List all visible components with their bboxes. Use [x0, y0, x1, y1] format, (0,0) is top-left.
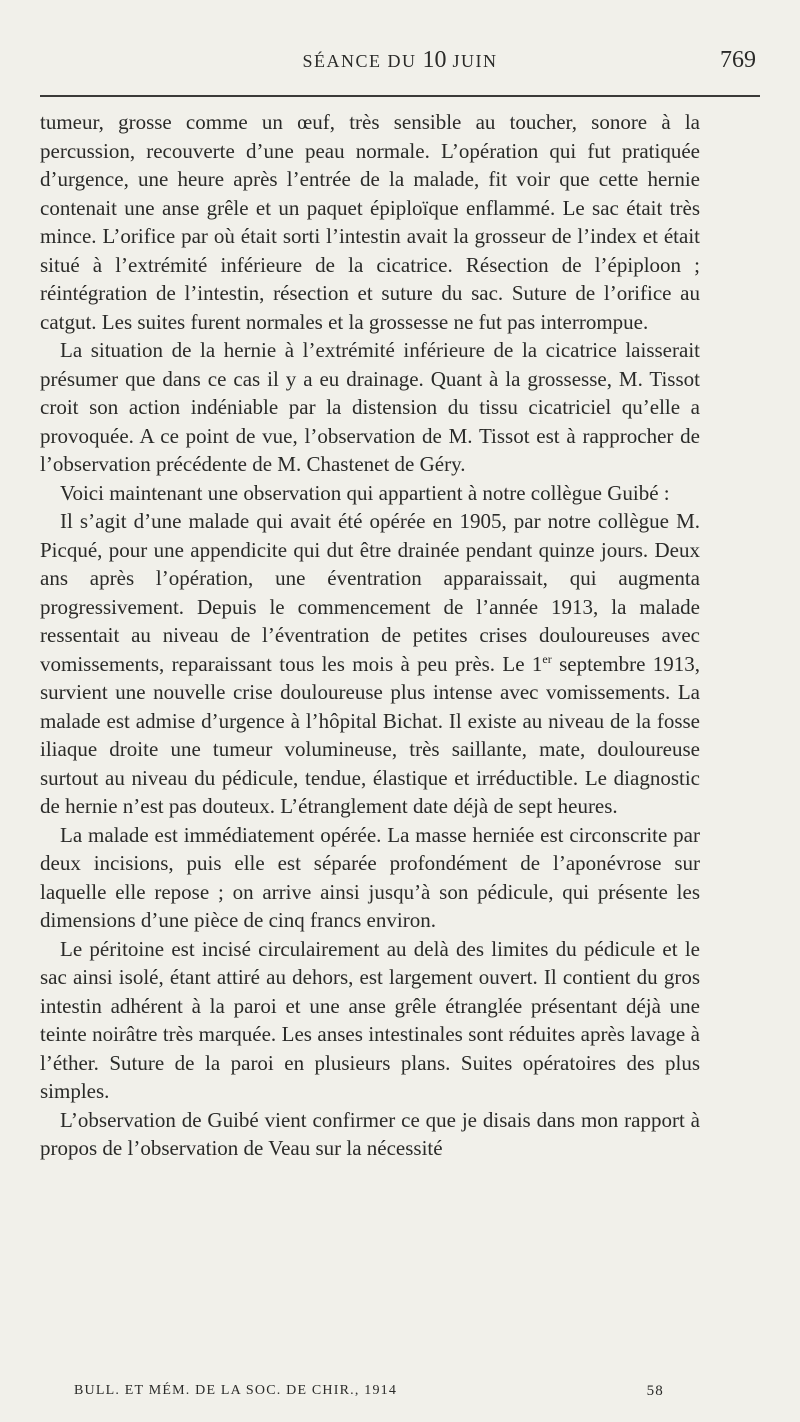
page-footer: [74, 1383, 664, 1405]
header-title: [40, 47, 760, 74]
running-header: [40, 47, 760, 83]
paragraph-3: Voici maintenant une observation qui appartient à notre collègue Guibé :: [60, 480, 670, 505]
paragraph-6: Le péritoine est incisé circulairement au delà des limites du pédicule et le sac ainsi isolé, étant attiré au dehors, est largement ouvert. Il contient du gros intestin adhérent à la paroi et une anse grêle étranglée présentant déjà une teinte noirâtre très marquée. Les anses intestinales sont réduites après lavage à l’éther. Suture de la paroi en plusieurs plans. Suites opératoires des plus simples.: [40, 936, 700, 1103]
header-title-part1: SÉANCE DU: [302, 51, 423, 71]
header-rule: [40, 95, 760, 97]
paragraph-2: La situation de la hernie à l’extrémité inférieure de la cicatrice laisserait présumer que dans ce cas il y a eu drainage. Quant à la grossesse, M. Tissot croit son action indéniable par la distension du tissu cicatriciel qu’elle a provoquée. A ce point de vue, l’observation de M. Tissot est à rapprocher de l’observation précédente de M. Chastenet de Géry.: [40, 338, 700, 476]
paragraph-4-part-a: Il s’agit d’une malade qui avait été opérée en 1905, par notre collègue M. Picqué, pour une appendicite qui dut être drainée pendant quinze jours. Deux ans après l’opération, une éventration apparaissait, qui augmenta progressivement. Depuis le commencement de l’année 1913, la malade ressentait au niveau de l’éventration de petites crises douloureuses avec vomissements, reparaissant tous les mois à peu près. Le 1: [40, 509, 700, 676]
header-title-day: 10: [422, 47, 447, 73]
paragraph-4-part-b: septembre 1913, survient une nouvelle crise douloureuse plus intense avec vomissements. La malade est admise d’urgence à l’hôpital Bichat. Il existe au niveau de la fosse iliaque droite une tumeur volumineuse, très saillante, mate, douloureuse surtout au niveau du pédicule, tendue, élastique et irréductible. Le diagnostic de hernie n’est pas douteux. L’étranglement date déjà de sept heures.: [40, 651, 701, 818]
paragraph-4: [40, 507, 700, 821]
paragraph-1: tumeur, grosse comme un œuf, très sensible au toucher, sonore à la percussion, recouverte d’une peau normale. L’opération qui fut pratiquée d’urgence, une heure après l’entrée de la malade, fit voir que cette hernie contenait une anse grêle et un paquet épiploïque enflammé. Le sac était très mince. L’orifice par où était sorti l’intestin avait la grosseur de l’index et était situé à l’extrémité inférieure de la cicatrice. Résection de l’épiploon ; réintégration de l’intestin, résection et suture du sac. Suture de l’orifice au catgut. Les suites furent normales et la grossesse ne fut pas interrompue.: [40, 110, 700, 334]
superscript-er: er: [542, 651, 552, 666]
journal-reference: BULL. ET MÉM. DE LA SOC. DE CHIR., 1914: [74, 1383, 398, 1398]
header-title-part2: JUIN: [446, 51, 498, 71]
page-number: 769: [720, 47, 756, 73]
paragraph-7: L’observation de Guibé vient confirmer ce que je disais dans mon rapport à propos de l’observation de Veau sur la nécessité: [40, 1107, 700, 1160]
paragraph-5: La malade est immédiatement opérée. La masse herniée est circonscrite par deux incisions, puis elle est séparée profondément de l’aponévrose sur laquelle elle repose ; on arrive ainsi jusqu’à son pédicule, qui présente les dimensions d’une pièce de cinq francs environ.: [40, 822, 700, 932]
body-text: [40, 108, 700, 1163]
signature-mark: 58: [646, 1383, 664, 1399]
